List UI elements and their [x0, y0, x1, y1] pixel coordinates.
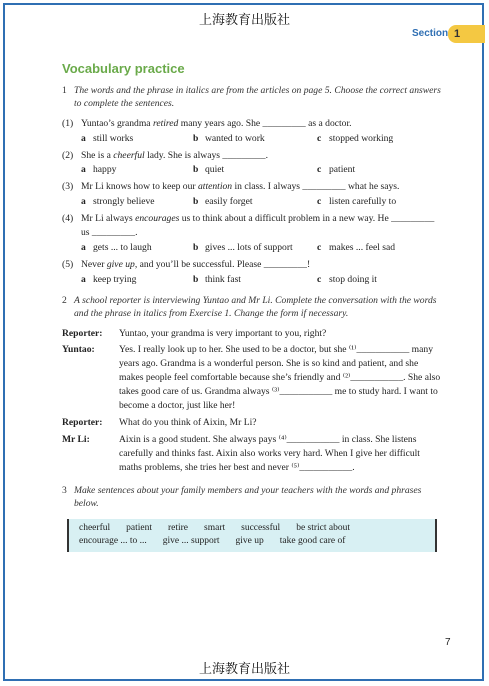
answer-option[interactable]: [317, 132, 393, 146]
question-key-word: encourages: [135, 213, 180, 225]
question-text: [81, 258, 442, 272]
question-item: [62, 117, 442, 131]
option-text: stopped working: [329, 132, 394, 144]
instruction-text: A school reporter is interviewing Yuntao and Mr Li. Complete the conversation with the words and the phrase in italics from Exercise 1. Change the form if necessary.: [74, 294, 437, 319]
instruction-text: Make sentences about your family members and your teachers with the words and phrases below.: [74, 484, 422, 509]
dialog-turn: [62, 416, 442, 430]
question-text-before: She is a: [81, 149, 114, 161]
dialog: [62, 327, 442, 475]
word-item: give ... support: [162, 536, 220, 547]
question-number: (5): [62, 258, 74, 270]
question-item: [62, 149, 442, 163]
answer-options: [62, 195, 442, 209]
option-text: gives ... lots of support: [205, 241, 293, 253]
question-text: [81, 212, 442, 240]
answer-option[interactable]: [193, 241, 317, 255]
speech-text: Yes. I really look up to her. She used to be a doctor, but she ⁽¹⁾___________ many years ago. Grandma is a wonderful person. She is so kind and patient, and she makes people feel comfortable because she’s friendly and ⁽²⁾___________. She also takes good care of us. Grandma always ⁽³⁾___________ me to study hard. I want to become a doctor, just like her!: [119, 344, 441, 412]
exercise-3-instruction: [62, 485, 442, 511]
answer-option[interactable]: [193, 195, 317, 209]
word-row: [79, 522, 425, 536]
option-text: happy: [93, 164, 117, 176]
option-text: quiet: [205, 164, 225, 176]
option-text: wanted to work: [205, 132, 265, 144]
exercise-2-instruction: [62, 295, 442, 321]
word-item: successful: [241, 522, 281, 533]
option-letter: a: [81, 273, 86, 285]
option-text: keep trying: [93, 273, 137, 285]
page-content: [62, 60, 442, 552]
question-text-before: Mr Li knows how to keep our: [81, 181, 198, 193]
question-number: (3): [62, 181, 74, 193]
question-item: [62, 212, 442, 240]
option-letter: b: [193, 241, 199, 253]
section-tag: [410, 25, 485, 43]
publisher-header: 上海教育出版社: [198, 13, 290, 28]
option-text: strongly believe: [93, 196, 155, 208]
question-text-after: lady. She is always _________.: [144, 149, 268, 161]
speech-text: Aixin is a good student. She always pays ⁽⁴⁾___________ in class. She listens carefully and thinks fast. Aixin also works very hard. When I give her difficult maths problems, she tries her best and never ⁽⁵⁾___________.: [119, 433, 420, 473]
option-letter: a: [81, 241, 86, 253]
question-text-before: Yuntao’s grandma: [81, 117, 153, 129]
option-letter: c: [317, 273, 322, 285]
section-number: 1: [448, 25, 485, 43]
word-item: patient: [126, 522, 152, 533]
publisher-footer: 上海教育出版社: [198, 662, 290, 677]
answer-option[interactable]: [81, 195, 193, 209]
word-item: smart: [204, 522, 226, 533]
speaker-label: Reporter:: [62, 327, 103, 339]
option-text: gets ... to laugh: [93, 241, 152, 253]
question-list: [62, 117, 442, 287]
option-letter: a: [81, 132, 86, 144]
word-item: give up: [235, 536, 264, 547]
answer-options: [62, 273, 442, 287]
option-text: makes ... feel sad: [329, 241, 396, 253]
word-row: [79, 535, 425, 549]
dialog-turn: [62, 343, 442, 413]
option-text: think fast: [205, 273, 241, 285]
question-text: [81, 180, 442, 194]
section-label: Section: [412, 28, 449, 39]
option-letter: c: [317, 164, 322, 176]
answer-options: [62, 241, 442, 255]
answer-option[interactable]: [193, 163, 317, 177]
word-item: cheerful: [79, 522, 111, 533]
question-key-word: attention: [197, 181, 233, 193]
page-heading: Vocabulary practice: [62, 61, 185, 76]
option-letter: c: [317, 132, 322, 144]
speech-text: Yuntao, your grandma is very important to you, right?: [119, 327, 327, 339]
speech-text: What do you think of Aixin, Mr Li?: [119, 417, 257, 428]
answer-option[interactable]: [81, 273, 193, 287]
option-letter: a: [81, 164, 86, 176]
option-text: still works: [93, 132, 134, 144]
answer-option[interactable]: [193, 273, 317, 287]
answer-option[interactable]: [193, 132, 317, 146]
option-letter: c: [317, 241, 322, 253]
option-letter: b: [193, 196, 199, 208]
question-number: (4): [62, 213, 74, 225]
word-item: be strict about: [296, 522, 351, 533]
option-text: easily forget: [205, 196, 253, 208]
question-key-word: retired: [152, 117, 179, 129]
dialog-turn: [62, 327, 442, 341]
answer-options: [62, 163, 442, 177]
answer-options: [62, 132, 442, 146]
question-key-word: give up: [106, 258, 135, 270]
question-text-after: many years ago. She _________ as a doctor.: [178, 117, 352, 129]
answer-option[interactable]: [81, 241, 193, 255]
page-number: 7: [445, 637, 451, 648]
speaker-label: Reporter:: [62, 417, 103, 428]
option-letter: b: [193, 164, 199, 176]
word-box: [67, 519, 437, 553]
option-letter: b: [193, 273, 199, 285]
option-letter: a: [81, 196, 86, 208]
dialog-turn: [62, 433, 442, 475]
answer-option[interactable]: [317, 273, 377, 287]
question-text-after: us to think about a difficult problem in a new way. He _________ us _________.: [81, 213, 435, 239]
speaker-label: Yuntao:: [62, 344, 95, 356]
instruction-text: The words and the phrase in italics are from the articles on page 5. Choose the correct answers to complete the sentences.: [74, 84, 441, 109]
question-text: [81, 117, 442, 131]
question-text-after: in class. I always _________ what he says.: [232, 181, 400, 193]
question-key-word: cheerful: [113, 149, 145, 161]
question-number: (2): [62, 149, 74, 161]
answer-option[interactable]: [317, 163, 355, 177]
exercise-number: 3: [62, 484, 67, 496]
word-item: encourage ... to ...: [79, 536, 147, 547]
answer-option[interactable]: [81, 132, 193, 146]
speaker-label: Mr Li:: [62, 433, 90, 445]
question-item: [62, 258, 442, 272]
question-number: (1): [62, 117, 74, 129]
question-text: [81, 149, 442, 163]
question-text-before: Never: [81, 258, 107, 270]
answer-option[interactable]: [317, 195, 396, 209]
word-item: take good care of: [279, 536, 346, 547]
option-text: patient: [329, 164, 356, 176]
option-letter: b: [193, 132, 199, 144]
question-item: [62, 180, 442, 194]
answer-option[interactable]: [81, 163, 193, 177]
option-letter: c: [317, 196, 322, 208]
exercise-number: 2: [62, 294, 67, 306]
exercise-number: 1: [62, 84, 67, 96]
option-text: stop doing it: [329, 273, 377, 285]
option-text: listen carefully to: [329, 196, 397, 208]
question-text-before: Mr Li always: [81, 213, 136, 225]
exercise-1-instruction: [62, 85, 442, 111]
answer-option[interactable]: [317, 241, 395, 255]
word-item: retire: [167, 522, 189, 533]
question-text-after: , and you’ll be successful. Please _________!: [134, 258, 311, 270]
